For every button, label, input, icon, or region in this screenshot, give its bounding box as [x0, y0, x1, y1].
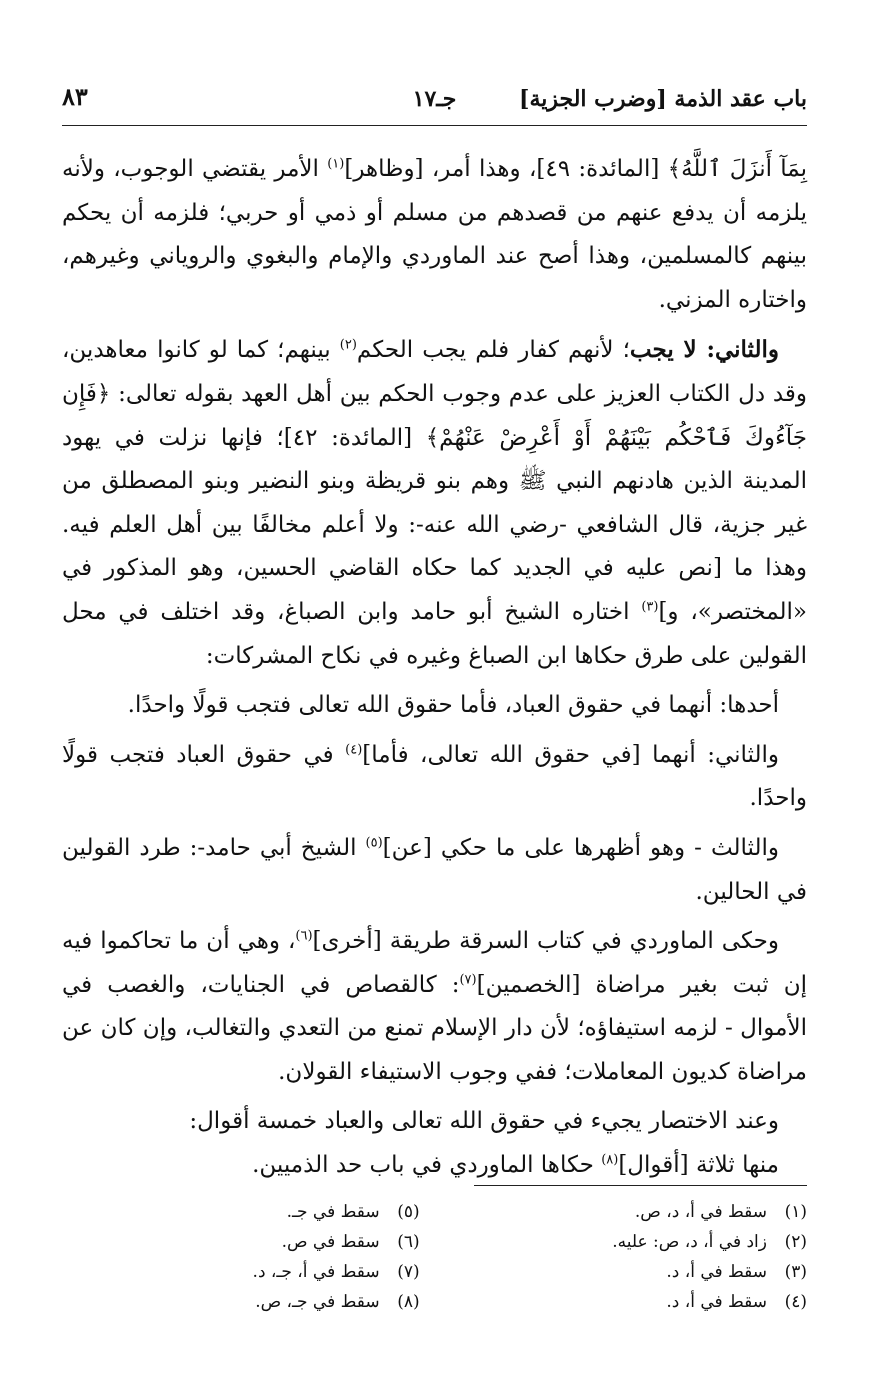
chapter-title: باب عقد الذمة [وضرب الجزية] [519, 86, 807, 112]
footnote-1: (١)سقط في أ، د، ص. [634, 1202, 807, 1222]
footnote-ref-4: (٤) [345, 742, 363, 758]
footnote-ref-8: (٨) [601, 1152, 619, 1168]
footnote-4: (٤)سقط في أ، د. [666, 1292, 807, 1312]
page-header [62, 82, 807, 122]
page-number: ٨٣ [62, 82, 88, 111]
footnote-ref-6: (٦) [295, 928, 313, 944]
paragraph-5: والثالث - وهو أظهرها على ما حكي [عن]$^{(٥)}$ الشيخ أبي حامد-: طرد القولين في الحالين. [62, 834, 807, 905]
footnotes-column-right [435, 1197, 808, 1317]
paragraph-3: أحدها: أنهما في حقوق العباد، فأما حقوق الله تعالى فتجب قولًا واحدًا. [127, 692, 779, 719]
footnote-ref-3: (٣) [641, 599, 659, 615]
footnote-rule [474, 1185, 807, 1186]
footnote-3: (٣)سقط في أ، د. [666, 1262, 807, 1282]
paragraph-7: وعند الاختصار يجيء في حقوق الله تعالى والعباد خمسة أقوال: [189, 1108, 779, 1135]
paragraph-2: والثاني: لا يجب؛ لأنهم كفار فلم يجب الحكم$^{(٢)}$ بينهم؛ كما لو كانوا معاهدين، وقد دل الكتاب العزيز على عدم وجوب الحكم بين أهل العهد بقوله تعالى: ﴿فَإِن جَآءُوكَ فَٱحْكُم بَيْنَهُمْ أَوْ أَعْرِضْ عَنْهُمْ﴾ [المائدة: ٤٢]؛ فإنها نزلت في يهود المدينة الذين هادنهم النبي ﷺ وهم بنو قريظة وبنو النضير وبنو المصطلق من غير جزية، قال الشافعي -رضي الله عنه-: ولا أعلم مخالفًا بين أهل العلم فيه. وهذا ما [نص عليه في الجديد كما حكاه القاضي الحسين، وهو المذكور في «المختصر»، و]$^{(٣)}$ اختاره الشيخ أبو حامد وابن الصباغ، وقد اختلف في محل القولين على طرق حكاها ابن الصباغ وغيره في نكاح المشركات: [62, 336, 808, 669]
footnote-ref-5: (٥) [365, 835, 383, 851]
footnote-5: (٥)سقط في جـ. [286, 1202, 420, 1222]
main-text [62, 148, 807, 1188]
header-rule [62, 125, 807, 126]
footnote-ref-2: (٢) [339, 337, 357, 353]
footnotes-column-left [47, 1197, 420, 1317]
paragraph-6: وحكى الماوردي في كتاب السرقة طريقة [أخرى]$^{(٦)}$، وهي أن ما تحاكموا فيه إن ثبت بغير مراضاة [الخصمين]$^{(٧)}$: كالقصاص في الجنايات، والغصب في الأموال - لزمه استيفاؤه؛ لأن دار الإسلام تمنع من التعدي والتغالب، وإن كان عن مراضاة كديون المعاملات؛ ففي وجوب الاستيفاء القولان. [62, 928, 807, 1085]
volume-marker: جـ١٧ [412, 86, 457, 112]
paragraph-1: بِمَآ أَنزَلَ ٱللَّهُ﴾ [المائدة: ٤٩]، وهذا أمر، [وظاهر]$^{(١)}$ الأمر يقتضي الوجوب، ولأنه يلزمه أن يدفع عنهم من قصدهم من مسلم أو ذمي أو حربي؛ فلزمه أن يحكم بينهم كالمسلمين، وهذا أصح عند الماوردي والإمام والبغوي والروياني وغيرهم، واختاره المزني. [62, 156, 807, 313]
second-opinion-heading: والثاني: لا يجب [629, 336, 779, 364]
footnote-6: (٦)سقط في ص. [281, 1232, 420, 1252]
footnote-2: (٢)زاد في أ، د، ص: عليه. [612, 1232, 807, 1252]
paragraph-8: منها ثلاثة [أقوال]$^{(٨)}$ حكاها الماوردي في باب حد الذميين. [252, 1152, 779, 1179]
footnote-7: (٧)سقط في أ، جـ، د. [252, 1262, 420, 1282]
paragraph-4: والثاني: أنهما [في حقوق الله تعالى، فأما]$^{(٤)}$ في حقوق العباد فتجب قولًا واحدًا. [62, 741, 807, 812]
footnote-ref-1: (١) [327, 156, 345, 172]
footnote-ref-7: (٧) [459, 972, 477, 988]
footnote-8: (٨)سقط في جـ، ص. [255, 1292, 420, 1312]
